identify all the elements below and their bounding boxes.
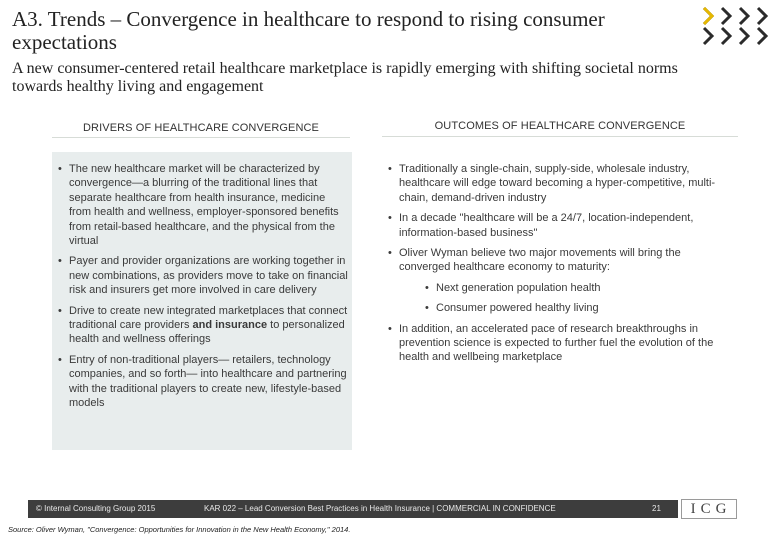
slide-title: A3. Trends – Convergence in healthcare to respond to rising consumer expectations <box>12 7 605 54</box>
sub-list-item: • Consumer powered healthy living <box>425 301 734 315</box>
list-item <box>388 246 734 316</box>
chevron-arrows-logo-icon <box>700 4 778 50</box>
footer-bar <box>28 500 678 518</box>
list-item-bold-text: and insurance <box>192 319 268 332</box>
outcomes-list <box>388 162 734 365</box>
list-item-text: to personalized health and wellness offerings <box>69 319 345 346</box>
list-item: • Entry of non-traditional players— retailers, technology companies, and so forth— into healthcare and partnering with the traditional players to create new, lifestyle-based models <box>58 353 348 411</box>
list-item-text: Oliver Wyman believe two major movements will bring the converged healthcare economy to maturity: <box>399 247 681 274</box>
sub-list-item: • Next generation population health <box>425 281 734 295</box>
drivers-panel <box>52 152 352 450</box>
list-item: • In addition, an accelerated pace of research breakthroughs in prevention science is expected to further fuel the evolution of the health and wellbeing marketplace <box>388 322 734 365</box>
source-note: Source: Oliver Wyman, "Convergence: Opportunities for Innovation in the New Health Economy," 2014. <box>8 525 351 534</box>
drivers-heading: DRIVERS OF HEALTHCARE CONVERGENCE <box>52 122 350 138</box>
list-item <box>58 304 348 347</box>
slide-subtitle: A new consumer-centered retail healthcare marketplace is rapidly emerging with shifting societal norms towards healthy living and engagement <box>12 60 678 95</box>
page-number: 21 <box>652 504 661 513</box>
outcomes-heading: OUTCOMES OF HEALTHCARE CONVERGENCE <box>382 120 738 137</box>
outcomes-panel <box>382 152 738 371</box>
list-item-text: Drive to create new integrated marketplaces that connect traditional care providers <box>69 304 348 332</box>
footer-copyright: © Internal Consulting Group 2015 <box>36 504 156 513</box>
drivers-list <box>58 162 348 411</box>
list-item: • Payer and provider organizations are working together in new combinations, as providers move to take on financial risk and insurers get more involved in care delivery <box>58 254 348 297</box>
list-item: • The new healthcare market will be characterized by convergence—a blurring of the traditional lines that separate healthcare from health insurance, medicine from health and wellness, employer-sponsored benefits from retail-based healthcare, and the physical from the virtual <box>58 162 348 248</box>
list-item: • Traditionally a single-chain, supply-side, wholesale industry, healthcare will edge toward becoming a hyper-competitive, multi-chain, demand-driven industry <box>388 162 734 205</box>
icg-logo: ICG <box>681 499 737 519</box>
footer-document-title: KAR 022 – Lead Conversion Best Practices in Health Insurance | COMMERCIAL IN CONFIDENCE <box>204 504 556 513</box>
list-item: • In a decade "healthcare will be a 24/7, location-independent, information-based business" <box>388 211 734 240</box>
movements-sublist <box>399 281 734 316</box>
